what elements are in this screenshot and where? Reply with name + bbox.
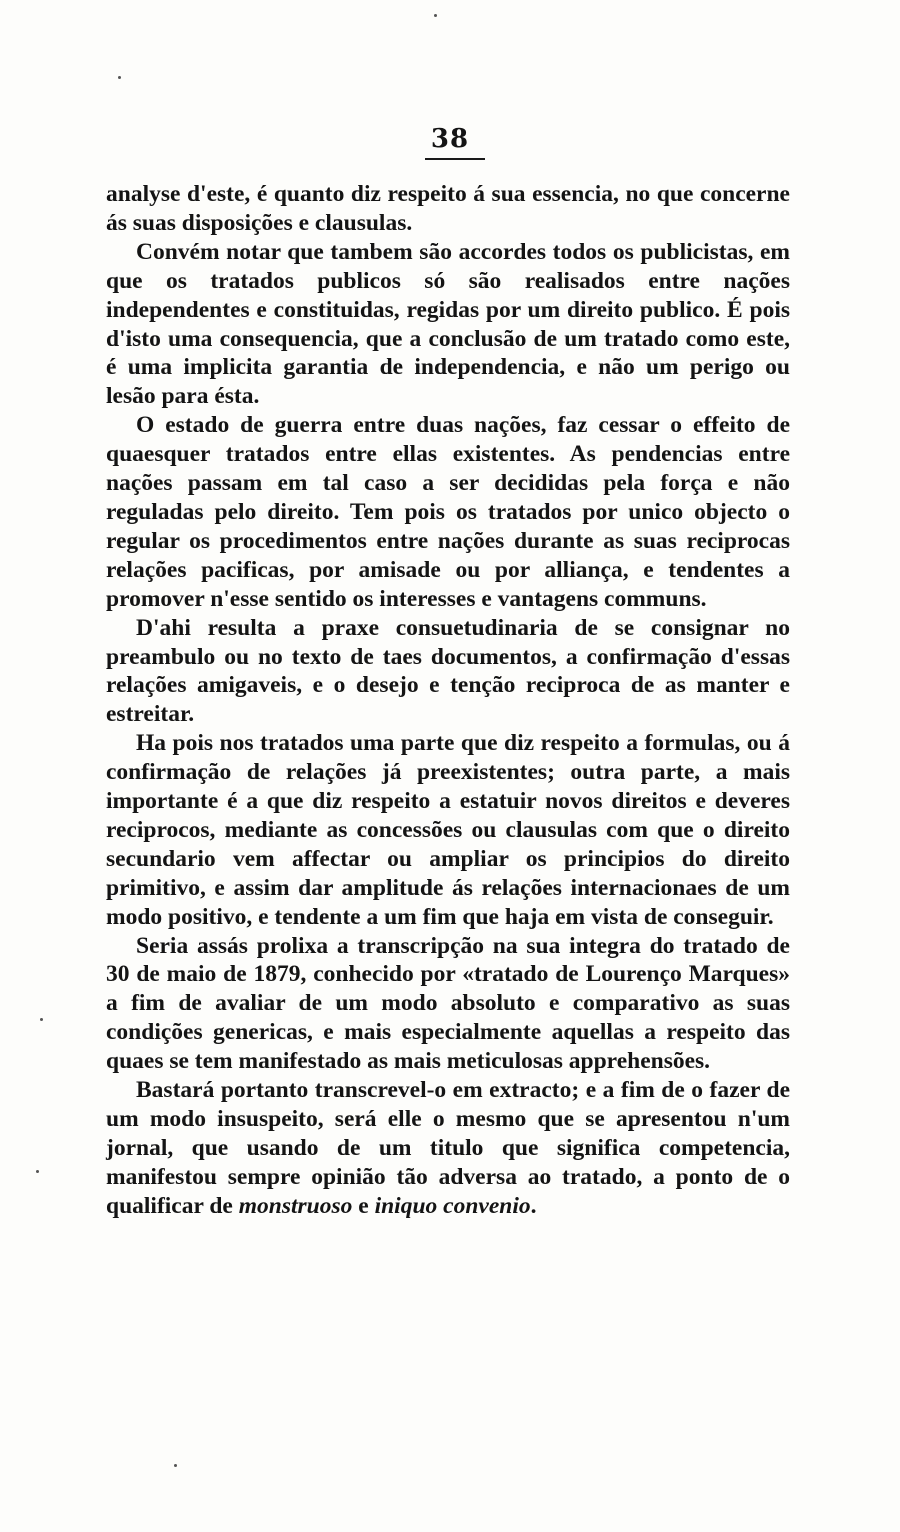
print-speck [36, 1170, 39, 1173]
print-speck [174, 1464, 177, 1467]
paragraph-publicistas: Convém notar que tambem são accordes todos os publicistas, em que os tratados publicos só são realisados entre nações independentes e constituidas, regidas por um direito publico. É pois d'isto uma consequencia, que a conclusão de um tratado como este, é uma implicita garantia de independencia, e não um perigo ou lesão para ésta. [106, 238, 790, 410]
page-number: 38 [430, 124, 470, 154]
paragraph-extracto [106, 1076, 790, 1221]
print-speck [40, 1018, 43, 1021]
body-text [106, 180, 790, 1221]
emphasis-iniquo-convenio: iniquo convenio [374, 1192, 531, 1219]
emphasis-monstruoso: monstruoso [238, 1192, 353, 1219]
paragraph-continuation: analyse d'este, é quanto diz respeito á sua essencia, no que concerne ás suas disposições e clausulas. [106, 181, 790, 236]
print-speck [118, 76, 121, 79]
page-number-rule [425, 158, 485, 160]
print-speck [434, 14, 437, 17]
paragraph-praxe: D'ahi resulta a praxe consuetudinaria de se consignar no preambulo ou no texto de taes documentos, a confirmação d'essas relações amigaveis, e o desejo e tenção reciproca de as manter e estreitar. [106, 614, 790, 728]
extracto-connector: e [352, 1192, 375, 1219]
extracto-period: . [530, 1192, 537, 1219]
extracto-text: Bastará portanto transcrevel-o em extracto; e a fim de o fazer de um modo insuspeito, será elle o mesmo que se apresentou n'um jornal, que usando de um titulo que significa competencia, manifestou sempre opinião tão adversa ao tratado, a ponto de o qualificar de [106, 1077, 790, 1219]
paragraph-transcripcao: Seria assás prolixa a transcripção na sua integra do tratado de 30 de maio de 1879, conhecido por «tratado de Lourenço Marques» a fim de avaliar de um modo absoluto e comparativo as suas condições genericas, e mais especialmente aquellas a respeito das quaes se tem manifestado as mais meticulosas apprehensões. [106, 932, 790, 1075]
paragraph-estado-de-guerra: O estado de guerra entre duas nações, faz cessar o effeito de quaesquer tratados entre ellas existentes. As pendencias entre nações passam em tal caso a ser decididas pela força e não reguladas pelo direito. Tem pois os tratados por unico objecto o regular os procedimentos entre nações durante as suas reciprocas relações pacificas, por amisade ou por alliança, e tendentes a promover n'esse sentido os interesses e vantagens communs. [106, 412, 790, 612]
paragraph-formulas: Ha pois nos tratados uma parte que diz respeito a formulas, ou á confirmação de relações já preexistentes; outra parte, a mais importante é a que diz respeito a estatuir novos direitos e deveres reciprocos, mediante as concessões ou clausulas com que o direito secundario vem affectar ou ampliar os principios do direito primitivo, e assim dar amplitude ás relações internacionaes de um modo positivo, e tendente a um fim que haja em vista de conseguir. [106, 730, 790, 930]
